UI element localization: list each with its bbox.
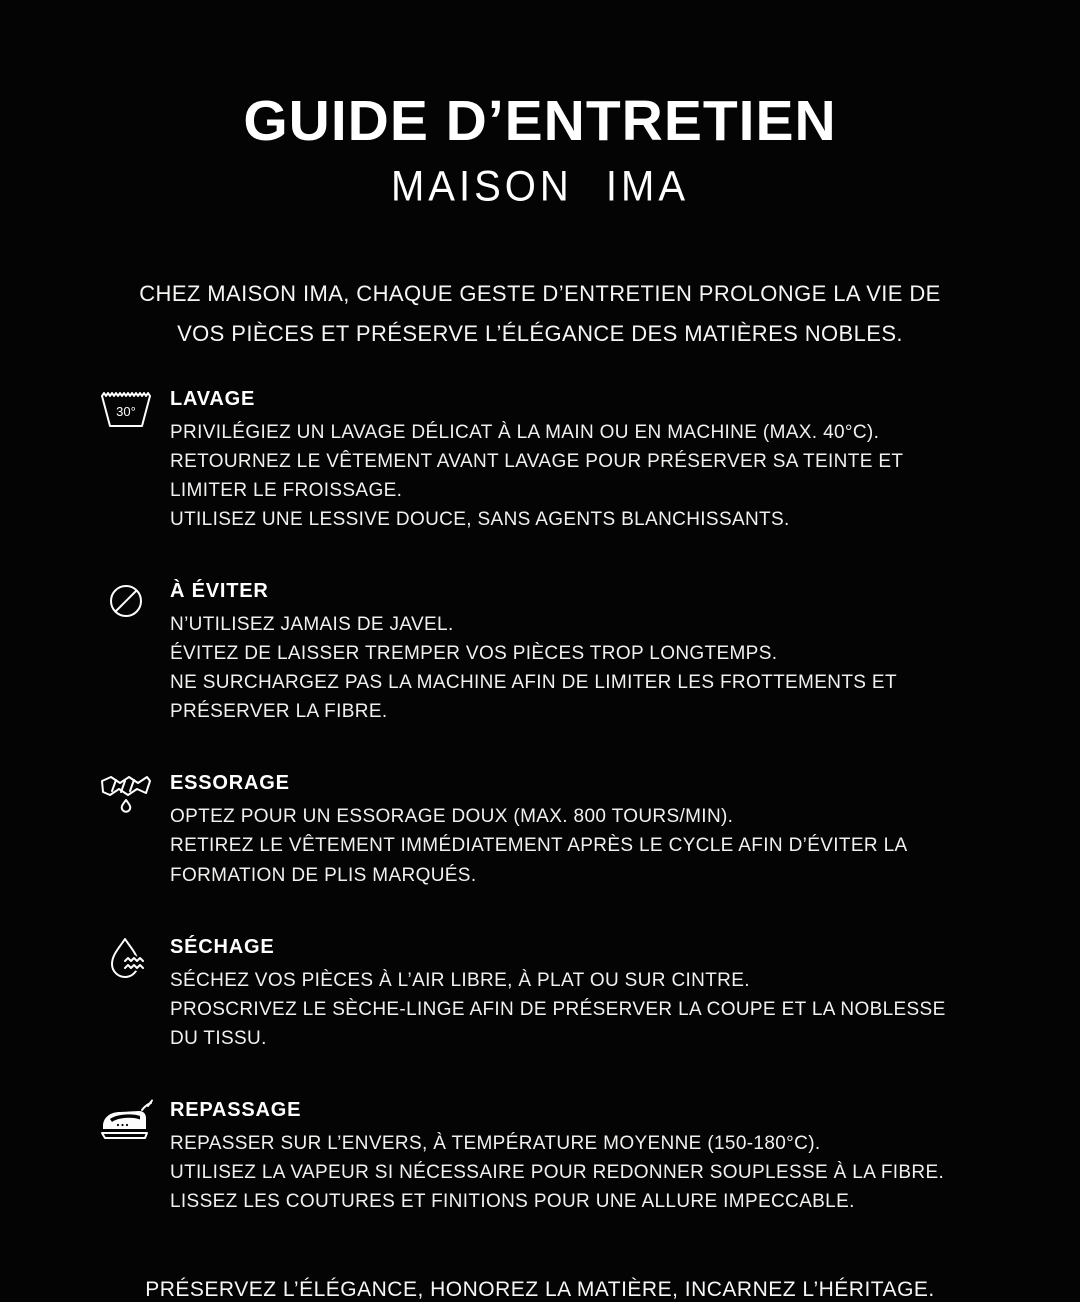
footer-tagline: PRÉSERVEZ L’ÉLÉGANCE, HONOREZ LA MATIÈRE, INCARNEZ L’HÉRITAGE. <box>145 1277 935 1301</box>
water-drop-waves-icon <box>105 936 147 986</box>
section-line: RETOURNEZ LE VÊTEMENT AVANT LAVAGE POUR PRÉSERVER SA TEINTE ET LIMITER LE FROISSAGE. <box>170 450 903 502</box>
section-line: PRIVILÉGIEZ UN LAVAGE DÉLICAT À LA MAIN OU EN MACHINE (MAX. 40°C). <box>170 421 880 443</box>
section-line: REPASSER SUR L’ENVERS, À TEMPÉRATURE MOYENNE (150-180°C). <box>170 1132 821 1154</box>
section-line: RETIREZ LE VÊTEMENT IMMÉDIATEMENT APRÈS LE CYCLE AFIN D’ÉVITER LA FORMATION DE PLIS MARQUÉS. <box>170 835 907 886</box>
section-line: PROSCRIVEZ LE SÈCHE-LINGE AFIN DE PRÉSERVER LA COUPE ET LA NOBLESSE DU TISSU. <box>170 998 946 1049</box>
section-title-sechage: SÉCHAGE <box>170 935 275 958</box>
section-line: UTILISEZ LA VAPEUR SI NÉCESSAIRE POUR REDONNER SOUPLESSE À LA FIBRE. <box>170 1161 945 1183</box>
section-title-lavage: LAVAGE <box>170 387 256 410</box>
section-title-essorage: ESSORAGE <box>170 772 290 795</box>
section-repassage <box>95 1097 985 1216</box>
section-sechage <box>95 934 985 1053</box>
svg-text:30°: 30° <box>116 403 136 419</box>
section-title-a-eviter: À ÉVITER <box>170 580 269 603</box>
section-line: UTILISEZ UNE LESSIVE DOUCE, SANS AGENTS BLANCHISSANTS. <box>170 509 790 531</box>
section-a-eviter <box>95 578 985 726</box>
page-title: GUIDE D’ENTRETIEN <box>243 89 837 153</box>
brand-logo: MAISON IMA <box>390 163 690 211</box>
iron-icon <box>98 1099 154 1145</box>
section-line: LISSEZ LES COUTURES ET FINITIONS POUR UNE ALLURE IMPECCABLE. <box>170 1190 855 1212</box>
wash-tub-30-icon <box>98 388 154 432</box>
wring-twist-drop-icon <box>99 772 153 818</box>
prohibited-icon <box>105 580 147 622</box>
section-line: N’UTILISEZ JAMAIS DE JAVEL. <box>170 614 454 636</box>
section-essorage <box>95 770 985 889</box>
section-line: ÉVITEZ DE LAISSER TREMPER VOS PIÈCES TROP LONGTEMPS. <box>170 643 778 665</box>
section-line: OPTEZ POUR UN ESSORAGE DOUX (MAX. 800 TOURS/MIN). <box>170 806 734 828</box>
section-title-repassage: REPASSAGE <box>170 1098 302 1121</box>
section-lavage <box>95 386 985 534</box>
section-line: NE SURCHARGEZ PAS LA MACHINE AFIN DE LIMITER LES FROTTEMENTS ET PRÉSERVER LA FIBRE. <box>170 672 897 723</box>
sections-list <box>95 386 985 1216</box>
section-line: SÉCHEZ VOS PIÈCES À L’AIR LIBRE, À PLAT OU SUR CINTRE. <box>170 969 750 991</box>
intro-paragraph: CHEZ MAISON IMA, CHAQUE GESTE D’ENTRETIEN PROLONGE LA VIE DE VOS PIÈCES ET PRÉSERVE L’ÉLÉGANCE DES MATIÈRES NOBLES. <box>139 280 941 346</box>
